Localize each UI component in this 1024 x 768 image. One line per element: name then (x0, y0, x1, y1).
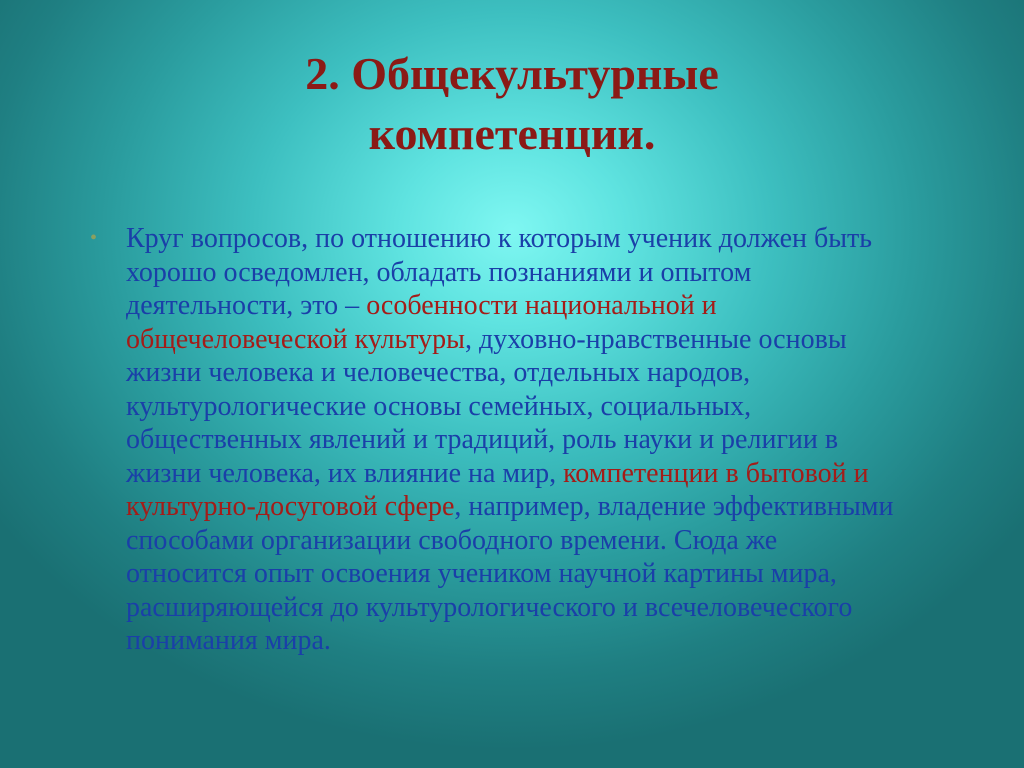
highlight-national-culture: особенности национальной и общечеловеческой культуры (126, 290, 717, 355)
highlight-leisure-competence: компетенции в бытовой и культурно-досуговой сфере (126, 457, 869, 522)
slide-body (90, 222, 950, 658)
slide-title (0, 44, 1024, 164)
slide-title-line-1: 2. Общекультурные (305, 48, 719, 99)
paragraph-text-part-1: Круг вопросов, по отношению к которым ученик должен быть хорошо осведомлен, обладать познаниями и опытом деятельности, это – (126, 223, 873, 321)
bullet-icon: • (90, 227, 98, 249)
bullet-paragraph (126, 222, 950, 658)
bullet-item (90, 222, 950, 658)
paragraph-text-part-2: , духовно-нравственные основы жизни человека и человечества, отдельных народов, культурологические основы семейных, социальных, общественных явлений и традиций, роль науки и религии в жизни человека, их влияние на мир, (126, 323, 847, 489)
paragraph-text-part-3: , например, владение эффективными способами организации свободного времени. Сюда же относится опыт освоения учеником научной картины мира, расширяющейся до культурологического и всечеловеческого понимания мира. (126, 491, 894, 656)
slide-title-line-2: компетенции. (368, 108, 656, 159)
